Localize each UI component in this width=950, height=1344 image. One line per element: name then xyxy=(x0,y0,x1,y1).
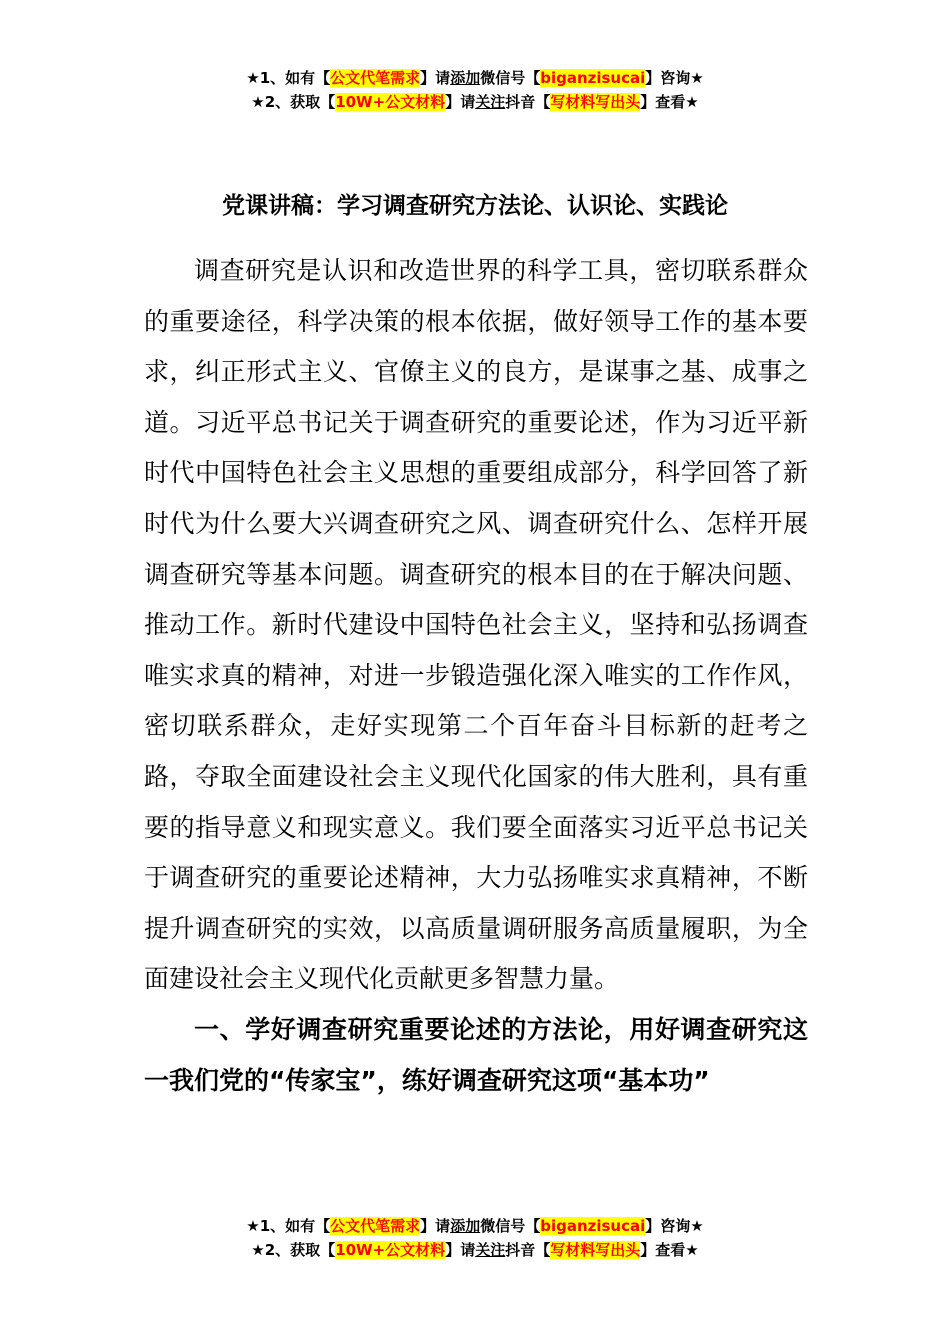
banner-line-1: ★1、如有【公文代笔需求】请添加微信号【biganzisucai】咨询★ xyxy=(246,1217,704,1235)
banner-highlight: 公文代笔需求 xyxy=(330,1217,421,1235)
banner-highlight: 10W+公文材料 xyxy=(335,1241,446,1259)
header-banner xyxy=(0,66,950,114)
footer-banner xyxy=(0,1214,950,1262)
banner-underlined-text: 关注 xyxy=(475,1241,506,1259)
banner-highlight: 写材料写出头 xyxy=(550,93,641,111)
banner-highlight: biganzisucai xyxy=(540,69,646,87)
document-body xyxy=(144,246,808,1106)
banner-highlight: 10W+公文材料 xyxy=(335,93,446,111)
section-heading: 一、学好调查研究重要论述的方法论，用好调查研究这一我们党的“传家宝”，练好调查研究这项“基本功” xyxy=(144,1014,808,1095)
banner-line-1: ★1、如有【公文代笔需求】请添加微信号【biganzisucai】咨询★ xyxy=(246,69,704,87)
banner-underlined-text: 关注 xyxy=(475,93,506,111)
banner-highlight: 写材料写出头 xyxy=(550,1241,641,1259)
banner-line-2: ★2、获取【10W+公文材料】请关注抖音【写材料写出头】查看★ xyxy=(251,93,699,111)
banner-highlight: 公文代笔需求 xyxy=(330,69,421,87)
document-title: 党课讲稿：学习调查研究方法论、认识论、实践论 xyxy=(222,193,728,219)
banner-underlined-text: 添加 xyxy=(450,1217,481,1235)
body-paragraph: 调查研究是认识和改造世界的科学工具，密切联系群众的重要途径，科学决策的根本依据，做好领导工作的基本要求，纠正形式主义、官僚主义的良方，是谋事之基、成事之道。习近平总书记关于调查研究的重要论述，作为习近平新时代中国特色社会主义思想的重要组成部分，科学回答了新时代为什么要大兴调查研究之风、调查研究什么、怎样开展调查研究等基本问题。调查研究的根本目的在于解决问题、推动工作。新时代建设中国特色社会主义，坚持和弘扬调查唯实求真的精神，对进一步锻造强化深入唯实的工作作风，密切联系群众，走好实现第二个百年奋斗目标新的赶考之路，夺取全面建设社会主义现代化国家的伟大胜利，具有重要的指导意义和现实意义。我们要全面落实习近平总书记关于调查研究的重要论述精神，大力弘扬唯实求真精神，不断提升调查研究的实效，以高质量调研服务高质量履职，为全面建设社会主义现代化贡献更多智慧力量。 xyxy=(144,256,808,994)
banner-line-2: ★2、获取【10W+公文材料】请关注抖音【写材料写出头】查看★ xyxy=(251,1241,699,1259)
banner-highlight: biganzisucai xyxy=(540,1217,646,1235)
banner-underlined-text: 添加 xyxy=(450,69,481,87)
